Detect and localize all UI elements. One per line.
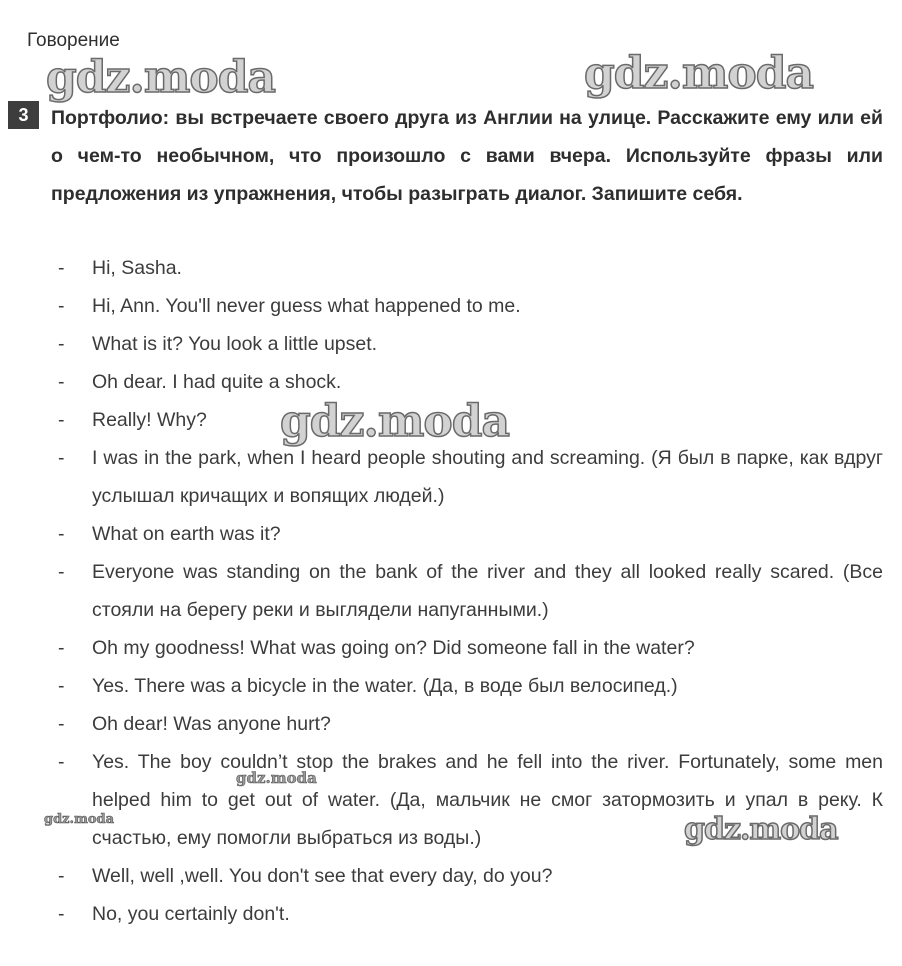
dash-marker: - bbox=[58, 561, 65, 583]
dialogue-text: What on earth was it? bbox=[92, 523, 281, 545]
dialogue-line bbox=[0, 287, 883, 325]
watermark-logo: gdz.moda bbox=[684, 812, 838, 847]
dialogue-line bbox=[0, 515, 883, 553]
dash-marker: - bbox=[58, 523, 65, 545]
watermark-logo: gdz.moda bbox=[44, 812, 115, 827]
dialogue-text: Yes. There was a bicycle in the water. (Да, в воде был велосипед.) bbox=[92, 675, 678, 697]
dialogue-text: Yes. The boy couldn’t stop the brakes and he fell into the river. Fortunately, some men helped him to get out of water. (Да, мальчик не смог затормозить и упал в реку. К счастью, ему помогли выбраться из воды.) bbox=[92, 751, 883, 849]
dash-marker: - bbox=[58, 257, 65, 279]
dialogue-line bbox=[0, 553, 883, 629]
dialogue-line bbox=[0, 857, 883, 895]
dialogue-line bbox=[0, 705, 883, 743]
dash-marker: - bbox=[58, 295, 65, 317]
task-instruction: Портфолио: вы встречаете своего друга из Англии на улице. Расскажите ему или ей о чем-то необычном, что произошло с вами вчера. Используйте фразы или предложения из упражнения, чтобы разыграть диалог. Запишите себя. bbox=[51, 107, 883, 205]
dialogue-line bbox=[0, 439, 883, 515]
dash-marker: - bbox=[58, 903, 65, 925]
watermark-logo: gdz.moda bbox=[236, 769, 317, 787]
dialogue-line bbox=[0, 325, 883, 363]
dash-marker: - bbox=[58, 865, 65, 887]
dash-marker: - bbox=[58, 409, 65, 431]
dash-marker: - bbox=[58, 675, 65, 697]
dialogue-line bbox=[0, 629, 883, 667]
watermark-logo: gdz.moda bbox=[46, 52, 276, 103]
dialogue-text: Really! Why? bbox=[92, 409, 207, 431]
dialogue-text: I was in the park, when I heard people shouting and screaming. (Я был в парке, как вдруг услышал кричащих и вопящих людей.) bbox=[92, 447, 883, 507]
dash-marker: - bbox=[58, 637, 65, 659]
dash-marker: - bbox=[58, 333, 65, 355]
section-title: Говорение bbox=[27, 30, 120, 51]
watermark-logo: gdz.moda bbox=[584, 48, 814, 99]
dialogue-text: Hi, Ann. You'll never guess what happened to me. bbox=[92, 295, 521, 317]
dialogue-line bbox=[0, 667, 883, 705]
dialogue-text: Everyone was standing on the bank of the river and they all looked really scared. (Все стояли на берегу реки и выглядели напуганными.) bbox=[92, 561, 883, 621]
dash-marker: - bbox=[58, 713, 65, 735]
watermark-logo: gdz.moda bbox=[280, 396, 510, 447]
dialogue-text: What is it? You look a little upset. bbox=[92, 333, 378, 355]
dialogue-text: Oh my goodness! What was going on? Did someone fall in the water? bbox=[92, 637, 695, 659]
task-number-badge: 3 bbox=[8, 101, 39, 129]
dialogue-text: Well, well ,well. You don't see that every day, do you? bbox=[92, 865, 553, 887]
dialogue-text: Hi, Sasha. bbox=[92, 257, 182, 279]
dialogue-line bbox=[0, 249, 883, 287]
dialogue-line bbox=[0, 895, 883, 933]
dialogue-text: Oh dear. I had quite a shock. bbox=[92, 371, 342, 393]
dash-marker: - bbox=[58, 751, 65, 773]
dash-marker: - bbox=[58, 447, 65, 469]
dialogue-text: No, you certainly don't. bbox=[92, 903, 290, 925]
dash-marker: - bbox=[58, 371, 65, 393]
dialogue-text: Oh dear! Was anyone hurt? bbox=[92, 713, 331, 735]
